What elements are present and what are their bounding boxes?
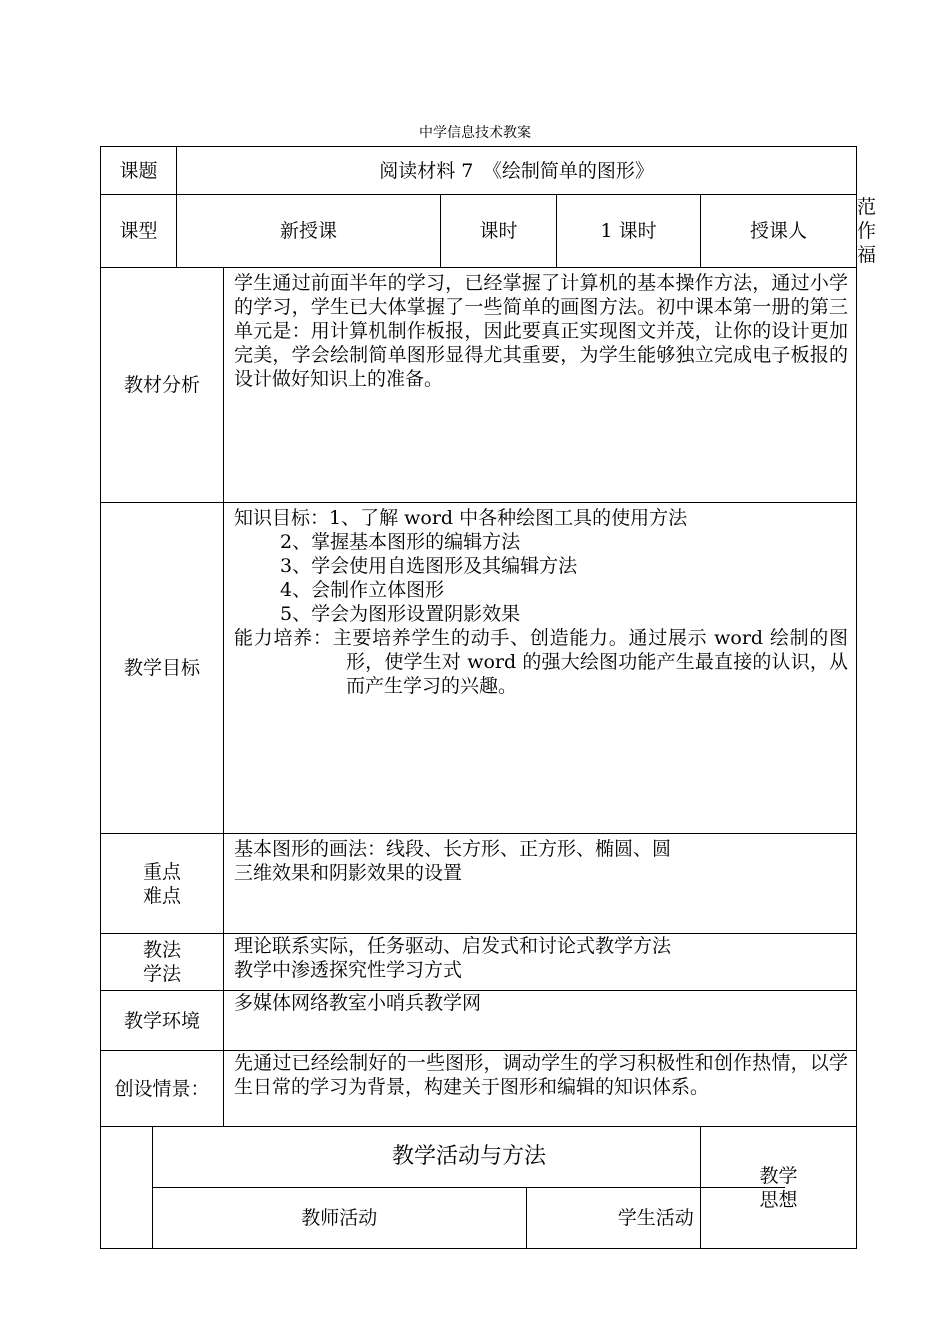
activities-blank-cell	[101, 1127, 153, 1249]
environment-label: 教学环境	[101, 991, 224, 1051]
key-points-label	[101, 834, 224, 934]
hours-value: 1 课时	[557, 195, 701, 268]
teacher-activity-header: 教师活动	[153, 1187, 526, 1248]
material-text: 学生通过前面半年的学习，已经掌握了计算机的基本操作方法，通过小学的学习，学生已大体掌握了一些简单的画图方法。初中课本第一册的第三单元是：用计算机制作板报，因此要真正实现图文并茂，让你的设计更加完美，学会绘制简单图形显得尤其重要，为学生能够独立完成电子板报的设计做好知识上的准备。	[224, 268, 857, 503]
topic-label: 课题	[101, 147, 177, 195]
teacher-label: 授课人	[701, 195, 857, 268]
goals-row	[101, 503, 857, 834]
activities-table	[153, 1127, 785, 1248]
learning-method-label: 学法	[143, 963, 182, 985]
scenario-text: 先通过已经绘制好的一些图形，调动学生的学习积极性和创作热情，以学生日常的学习为背景，构建关于图形和编辑的知识体系。	[224, 1051, 857, 1127]
methods-row	[101, 934, 857, 991]
thought-label-2: 思想	[759, 1188, 798, 1211]
key-points-row	[101, 834, 857, 934]
goals-text	[224, 503, 857, 834]
key-label: 重点	[143, 860, 182, 883]
activities-row	[101, 1127, 857, 1249]
type-row: 课型 新授课 课时 1 课时 授课人 范作福	[101, 195, 857, 268]
material-row	[101, 268, 857, 503]
thought-label-1: 教学	[759, 1164, 798, 1187]
document-title: 中学信息技术教案	[419, 125, 531, 141]
activities-section	[153, 1127, 701, 1249]
difficulty-label: 难点	[143, 884, 182, 907]
key-points-line-1: 基本图形的画法：线段、长方形、正方形、椭圆、圆	[234, 838, 672, 860]
type-value: 新授课	[177, 195, 441, 268]
methods-line-2: 教学中渗透探究性学习方式	[234, 959, 463, 981]
knowledge-goal-4: 4、会制作立体图形	[280, 579, 445, 601]
knowledge-goal-5: 5、学会为图形设置阴影效果	[280, 603, 521, 625]
key-points-text	[224, 834, 857, 934]
type-label: 课型	[101, 195, 177, 268]
methods-line-1: 理论联系实际，任务驱动、启发式和讨论式教学方法	[234, 935, 672, 957]
ability-goal: 能力培养：主要培养学生的动手、创造能力。通过展示 word 绘制的图形，使学生对 word 的强大绘图功能产生最直接的认识，从而产生学习的兴趣。	[234, 627, 849, 697]
knowledge-goal-2: 2、掌握基本图形的编辑方法	[280, 531, 521, 553]
knowledge-goal-1: 知识目标：1、了解 word 中各种绘图工具的使用方法	[234, 507, 688, 529]
student-activity-header: 学生活动	[526, 1187, 785, 1248]
activities-title: 教学活动与方法	[153, 1127, 785, 1187]
teaching-method-label: 教法	[143, 939, 182, 961]
methods-text	[224, 934, 857, 991]
material-label: 教材分析	[101, 268, 224, 503]
environment-text: 多媒体网络教室小哨兵教学网	[224, 991, 857, 1051]
scenario-label: 创设情景：	[101, 1051, 224, 1127]
lesson-plan-table	[100, 146, 877, 1249]
knowledge-goal-3: 3、学会使用自选图形及其编辑方法	[280, 555, 578, 577]
scenario-row	[101, 1051, 857, 1127]
teaching-thought-header	[701, 1127, 857, 1249]
environment-row	[101, 991, 857, 1051]
goals-label: 教学目标	[101, 503, 224, 834]
methods-label	[101, 934, 224, 991]
key-points-line-2: 三维效果和阴影效果的设置	[234, 862, 463, 884]
topic-value: 阅读材料 7 《绘制简单的图形》	[177, 147, 857, 195]
topic-row	[101, 147, 857, 195]
hours-label: 课时	[441, 195, 557, 268]
